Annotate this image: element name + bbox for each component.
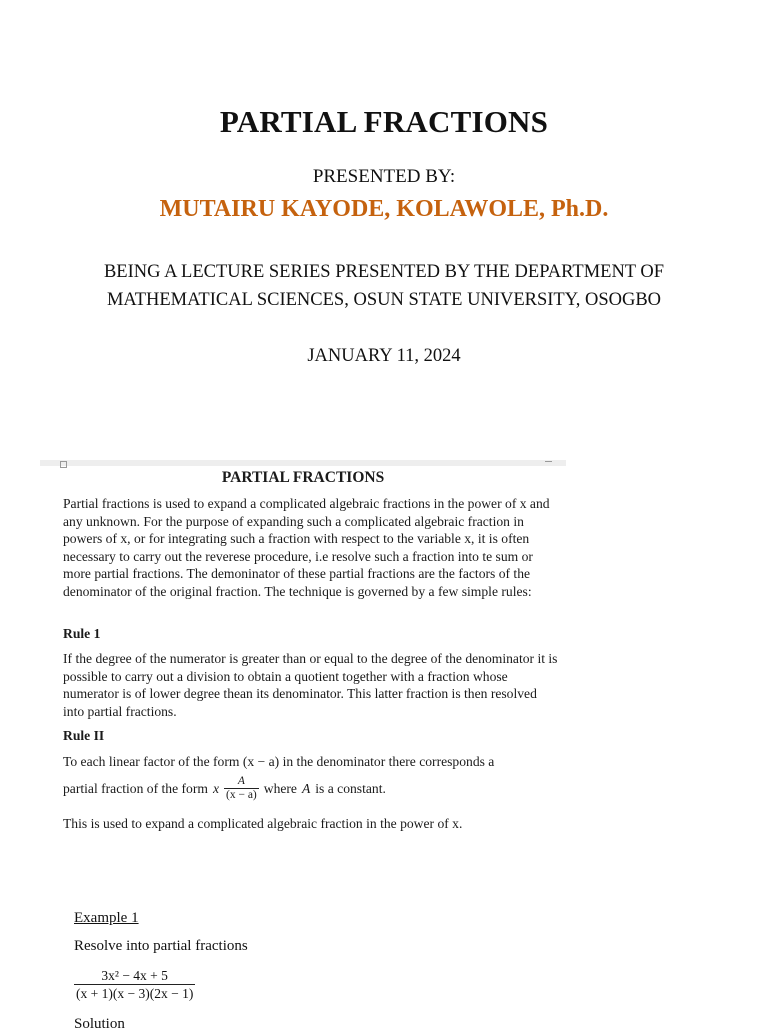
example-label: Example 1 — [74, 910, 139, 926]
lecture-line-1: BEING A LECTURE SERIES PRESENTED BY THE DEPARTMENT OF — [103, 262, 665, 282]
example-denominator: (x + 1)(x − 3)(2x − 1) — [76, 986, 194, 1001]
scan-note: This is used to expand a complicated algebraic fraction in the power of x. — [63, 816, 463, 831]
rule-2-variable: x — [212, 780, 219, 796]
lecture-date: JANUARY 11, 2024 — [307, 346, 461, 366]
example-numerator: 3x² − 4x + 5 — [101, 968, 168, 983]
rule-2-fraction-numerator: A — [237, 775, 245, 787]
scan-corner-mark — [60, 461, 67, 468]
rule-2-fraction — [224, 775, 259, 802]
scan-top-bar — [40, 460, 566, 466]
scanned-page-excerpt — [40, 460, 566, 840]
example-instruction: Resolve into partial fractions — [74, 938, 248, 954]
rule-2-heading: Rule II — [63, 728, 105, 743]
scan-intro-paragraph: Partial fractions is used to expand a complicated algebraic fractions in the power of x and any unknown. For the purpose of expanding such a complicated algebraic fraction in powers of x, or for integrating such a fraction with respect to the variable x, it is often necessary to carry out the reverese procedure, i.e resolve such a fraction into te sum or more partial fractions. The demoninator of these partial fractions are the factors of the denominator of the original fraction. The technique is governed by a few simple rules: — [63, 496, 550, 599]
lecture-line-2: MATHEMATICAL SCIENCES, OSUN STATE UNIVERSITY, OSOGBO — [106, 290, 662, 310]
author-name: MUTAIRU KAYODE, KOLAWOLE, Ph.D. — [159, 196, 609, 222]
rule-1-heading: Rule 1 — [63, 626, 101, 641]
solution-label: Solution — [74, 1016, 125, 1032]
rule-2-fraction-denominator: (x − a) — [226, 789, 257, 801]
scan-title: PARTIAL FRACTIONS — [221, 469, 385, 486]
scan-corner-dash — [545, 461, 552, 462]
rule-2-line-mid: where — [263, 780, 297, 796]
presented-by-label: PRESENTED BY: — [312, 166, 456, 187]
rule-2-line-prefix: partial fraction of the form — [63, 780, 208, 796]
page-title: PARTIAL FRACTIONS — [219, 104, 549, 139]
lecture-description — [0, 258, 768, 314]
rule-2-constant: A — [301, 780, 311, 796]
example-fraction — [74, 967, 195, 1002]
rule-1-body: If the degree of the numerator is greater than or equal to the degree of the denominator it is possible to carry out a division to obtain a quotient together with a fraction whose numerator is of lower degree thean its denominator. This latter fraction is then resolved into partial fractions. — [63, 651, 558, 719]
rule-2-formula-line — [63, 775, 559, 802]
rule-2-line-suffix: is a constant. — [315, 780, 386, 796]
rule-2-body: To each linear factor of the form (x − a) in the denominator there corresponds a — [63, 754, 495, 769]
